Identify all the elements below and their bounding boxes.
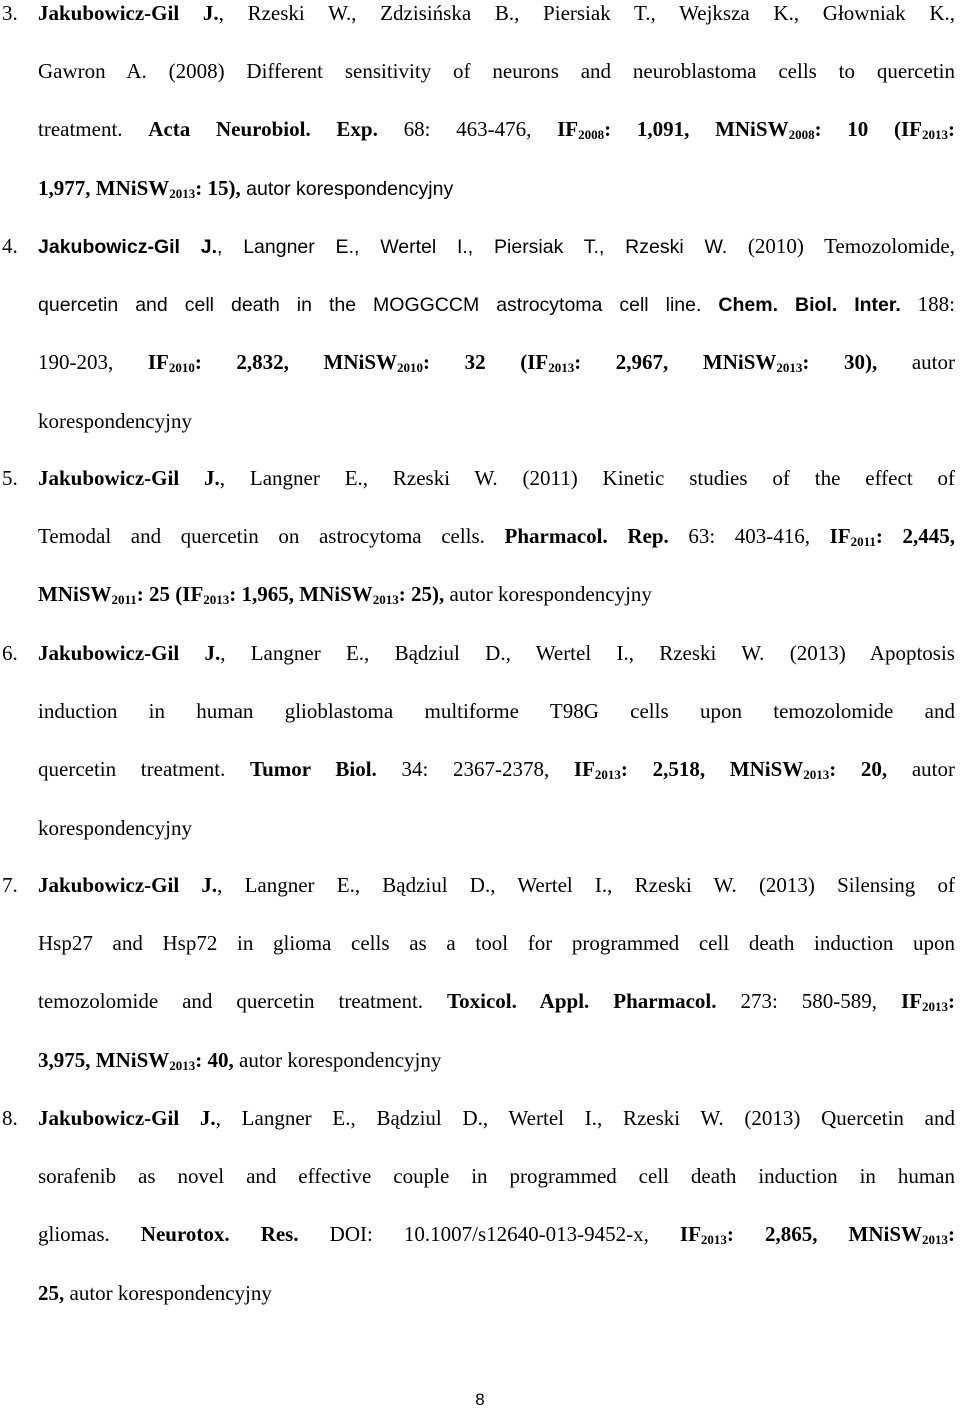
year-subscript: 2013	[922, 127, 949, 142]
reference-line	[38, 1280, 272, 1306]
reference-line	[38, 872, 955, 898]
bold-text: : 10 (IF	[814, 117, 923, 141]
reference-line	[38, 58, 955, 84]
text: quercetin and cell death in the MOGGCCM astrocytoma cell line.	[38, 294, 719, 316]
reference-line	[38, 581, 652, 607]
year-subscript: 2011	[111, 592, 137, 607]
year-subscript: 2010	[168, 360, 195, 375]
bold-text: IF	[679, 1222, 701, 1246]
bold-text: Jakubowicz-Gil J.	[38, 466, 220, 490]
bold-text: : 2,967, MNiSW	[574, 350, 777, 374]
bold-text: Jakubowicz-Gil J.	[38, 236, 217, 258]
reference-line	[38, 523, 955, 549]
text: 273: 580-589,	[716, 989, 902, 1013]
reference-line	[38, 116, 955, 142]
reference-line	[38, 988, 955, 1014]
bold-text: Jakubowicz-Gil J.	[38, 641, 221, 665]
reference-number: 4.	[2, 234, 18, 258]
year-subscript: 2013	[372, 592, 399, 607]
reference-line	[38, 1163, 955, 1189]
bold-text: : 2,865, MNiSW	[726, 1222, 922, 1246]
text: DOI: 10.1007/s12640-013-9452-x,	[298, 1222, 680, 1246]
reference-line	[38, 0, 955, 26]
text: induction in human glioblastoma multiforme T98G cells upon temozolomide and	[38, 699, 955, 723]
text: , Langner E., Bądziul D., Wertel I., Rzeski W. (2013) Silensing of	[217, 873, 956, 897]
reference-number: 5.	[2, 466, 18, 490]
year-subscript: 2013	[922, 999, 949, 1014]
bold-text: : 25),	[398, 582, 445, 606]
text: korespondencyjny	[38, 816, 192, 840]
reference-line	[38, 1221, 955, 1247]
year-subscript: 2013	[803, 767, 830, 782]
text: 68: 463-476,	[377, 117, 558, 141]
text: 190-203,	[38, 350, 148, 374]
reference-line	[38, 465, 955, 491]
bold-text: Jakubowicz-Gil J.	[38, 1106, 216, 1130]
text: Temodal and quercetin on astrocytoma cells.	[38, 524, 505, 548]
text: autor	[887, 757, 955, 781]
year-subscript: 2013	[922, 1232, 948, 1247]
year-subscript: 2008	[788, 127, 815, 142]
bold-text: IF	[147, 350, 169, 374]
text: , Langner E., Wertel I., Piersiak T., Rzeski W.	[217, 236, 728, 258]
year-subscript: 2013	[594, 767, 621, 782]
bold-text: 1,977, MNiSW	[38, 176, 170, 200]
bold-text: :	[948, 1222, 955, 1246]
text: , Langner E., Bądziul D., Wertel I., Rzeski W. (2013) Apoptosis	[220, 641, 955, 665]
reference-line	[38, 930, 955, 956]
text: korespondencyjny	[38, 409, 192, 433]
year-subscript: 2013	[548, 360, 575, 375]
bold-text: Jakubowicz-Gil J.	[38, 1, 219, 25]
bold-text: IF	[829, 524, 851, 548]
text: autor korespondencyjny	[444, 582, 652, 606]
bold-text: Neurotox. Res.	[140, 1222, 299, 1246]
bold-text: MNiSW	[38, 582, 112, 606]
bold-text: : 2,832, MNiSW	[194, 350, 398, 374]
page-number: 8	[475, 1390, 485, 1409]
bold-text: :	[948, 117, 956, 141]
bold-text: Chem. Biol. Inter.	[718, 294, 901, 316]
year-subscript: 2008	[578, 127, 605, 142]
reference-line	[38, 698, 955, 724]
year-subscript: 2010	[397, 360, 424, 375]
text: Hsp27 and Hsp72 in glioma cells as a tool for programmed cell death induction upon	[38, 931, 955, 955]
text: , Rzeski W., Zdzisińska B., Piersiak T., Wejksza K., Głowniak K.,	[218, 1, 955, 25]
year-subscript: 2013	[169, 1058, 196, 1073]
bold-text: : 2,445,	[875, 524, 956, 548]
text: treatment.	[38, 117, 149, 141]
reference-number: 3.	[2, 1, 18, 25]
bold-text: : 40,	[195, 1048, 234, 1072]
reference-line	[38, 291, 955, 318]
bold-text: Jakubowicz-Gil J.	[38, 873, 218, 897]
reference-line	[38, 756, 955, 782]
bold-text: : 30),	[802, 350, 878, 374]
reference-line	[38, 175, 453, 202]
year-subscript: 2011	[850, 534, 876, 549]
reference-number: 8.	[2, 1106, 18, 1130]
bold-text: IF	[557, 117, 579, 141]
bold-text: 3,975, MNiSW	[38, 1048, 170, 1072]
bold-text: IF	[573, 757, 595, 781]
text: autor korespondencyjny	[233, 1048, 442, 1072]
text: (2010) Temozolomide,	[727, 234, 955, 258]
year-subscript: 2013	[776, 360, 803, 375]
text: sorafenib as novel and effective couple in programmed cell death induction in human	[38, 1164, 955, 1188]
year-subscript: 2013	[700, 1232, 727, 1247]
reference-line	[38, 1047, 441, 1073]
text: , Langner E., Rzeski W. (2011) Kinetic studies of the effect of	[219, 466, 955, 490]
bold-text: IF	[901, 989, 923, 1013]
text: gliomas.	[38, 1222, 141, 1246]
bold-text: : 2,518, MNiSW	[620, 757, 804, 781]
bold-text: Pharmacol. Rep.	[504, 524, 669, 548]
year-subscript: 2013	[203, 592, 230, 607]
year-subscript: 2013	[169, 186, 196, 201]
text: quercetin treatment.	[38, 757, 251, 781]
bold-text: : 15),	[195, 176, 241, 200]
text: autor	[877, 350, 955, 374]
reference-line	[38, 408, 192, 434]
reference-line	[38, 640, 955, 666]
text: 188:	[900, 292, 956, 316]
bold-text: Acta Neurobiol. Exp.	[148, 117, 378, 141]
reference-line	[38, 233, 955, 260]
bold-text: : 20,	[829, 757, 888, 781]
bold-text: :	[948, 989, 956, 1013]
reference-line	[38, 349, 955, 375]
bold-text: : 25 (IF	[136, 582, 204, 606]
reference-number: 6.	[2, 641, 18, 665]
bold-text: : 1,091, MNiSW	[604, 117, 789, 141]
bold-text: : 1,965, MNiSW	[229, 582, 373, 606]
bold-text: Toxicol. Appl. Pharmacol.	[447, 989, 717, 1013]
bold-text: : 32 (IF	[423, 350, 549, 374]
bold-text: Tumor Biol.	[250, 757, 377, 781]
reference-line	[38, 815, 192, 841]
text: temozolomide and quercetin treatment.	[38, 989, 448, 1013]
reference-number: 7.	[2, 873, 18, 897]
text: autor korespondencyjny	[64, 1281, 272, 1305]
text: 63: 403-416,	[668, 524, 830, 548]
reference-line	[38, 1105, 955, 1131]
text: autor korespondencyjny	[240, 178, 454, 200]
bold-text: 25,	[38, 1281, 65, 1305]
text: , Langner E., Bądziul D., Wertel I., Rzeski W. (2013) Quercetin and	[215, 1106, 955, 1130]
text: Gawron A. (2008) Different sensitivity of neurons and neuroblastoma cells to quercetin	[38, 59, 955, 83]
text: 34: 2367-2378,	[376, 757, 574, 781]
